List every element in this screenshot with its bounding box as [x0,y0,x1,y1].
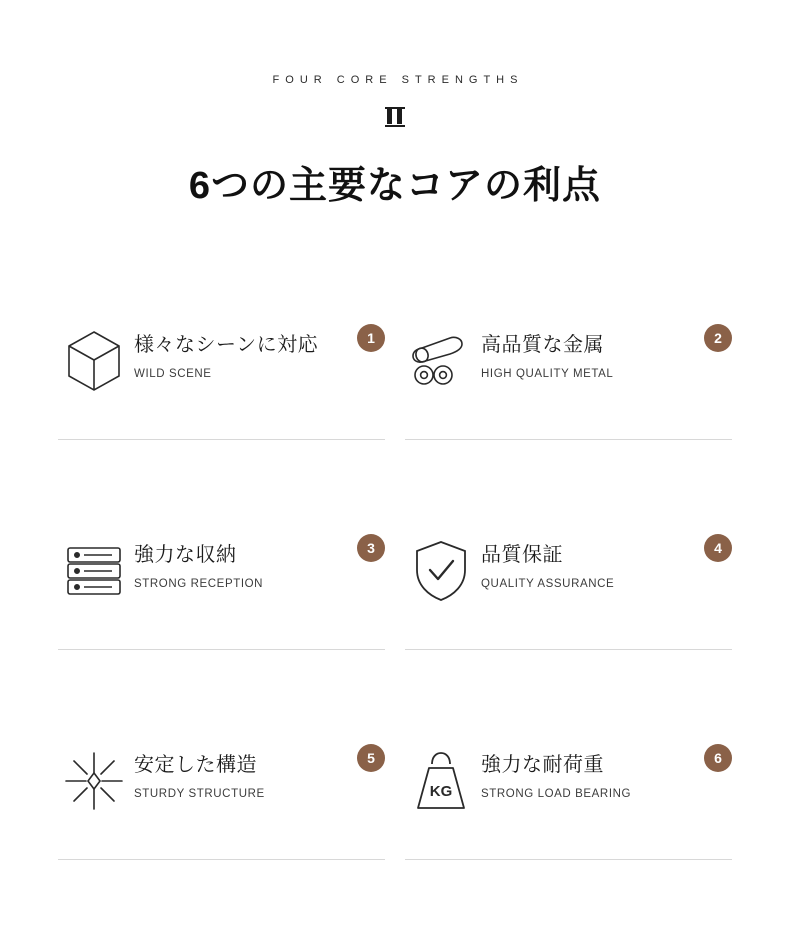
shield-check-icon [405,534,477,608]
divider [405,439,732,440]
feature-title-en: STRONG RECEPTION [134,578,264,590]
feature-number-badge: 1 [357,324,385,352]
feature-title-en: STURDY STRUCTURE [134,788,265,800]
feature-card [58,300,385,510]
svg-text:KG: KG [429,783,453,800]
feature-number-badge: 3 [357,534,385,562]
feature-card [405,720,732,930]
shelf-rack-icon [58,534,130,608]
divider [58,649,385,650]
feature-title-ja: 安定した構造 [134,754,257,776]
cube-box-icon [58,324,130,398]
feature-number-badge: 4 [704,534,732,562]
eyebrow-text: FOUR CORE STRENGTHS [272,74,524,86]
divider [58,859,385,860]
divider [405,649,732,650]
double-bar-ornament-icon [382,108,408,126]
feature-number-badge: 2 [704,324,732,352]
feature-card [405,300,732,510]
page-title: 6つの主要なコアの利点 [188,165,602,207]
feature-card [58,720,385,930]
feature-title-ja: 強力な耐荷重 [481,754,604,776]
feature-title-en: WILD SCENE [134,368,212,380]
starburst-structure-icon [58,744,130,818]
feature-title-ja: 強力な収納 [134,544,237,566]
divider [405,859,732,860]
feature-number-badge: 5 [357,744,385,772]
feature-grid [58,300,732,930]
kg-weight-icon [405,744,477,818]
feature-card [405,510,732,720]
feature-title-en: STRONG LOAD BEARING [481,788,632,800]
feature-title-ja: 高品質な金属 [481,334,604,356]
feature-title-en: QUALITY ASSURANCE [481,578,615,590]
feature-title-en: HIGH QUALITY METAL [481,368,614,380]
feature-title-ja: 様々なシーンに対応 [134,334,319,356]
feature-card [58,510,385,720]
feature-number-badge: 6 [704,744,732,772]
divider [58,439,385,440]
feature-title-ja: 品質保証 [481,544,563,566]
page-header [0,0,790,209]
metal-tubes-icon [405,324,477,398]
